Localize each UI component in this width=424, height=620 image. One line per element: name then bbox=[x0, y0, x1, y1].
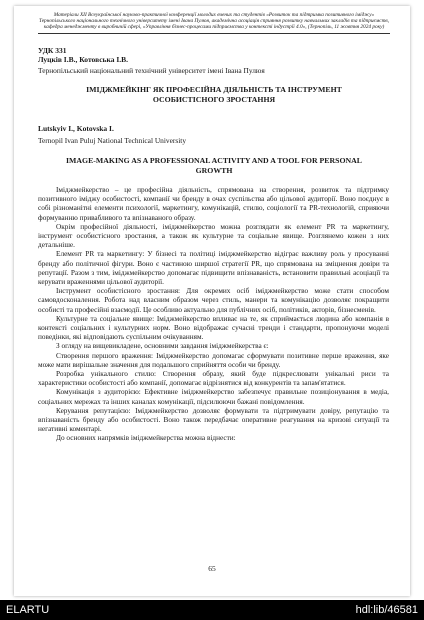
page-number: 65 bbox=[208, 564, 216, 573]
affiliation-en: Ternopil Ivan Puluj National Technical University bbox=[38, 136, 187, 145]
title-en: IMAGE-MAKING AS A PROFESSIONAL ACTIVITY AND A TOOL FOR PERSONAL GROWTH bbox=[66, 156, 362, 175]
repository-footer-bar bbox=[0, 600, 424, 620]
handle-identifier[interactable]: hdl:lib/46581 bbox=[355, 604, 418, 616]
paragraph: Окрім професійної діяльності, іміджмейкерство можна розглядати як елемент PR та маркетингу, інструмент особистісного зростання, а також як культурне та соціальне явище. Розглянемо кожен з них детальніше. bbox=[38, 222, 389, 250]
paragraph: До основних напрямків іміджмейкерства можна віднести: bbox=[56, 434, 236, 443]
paragraph: Розробка унікального стилю: Створення образу, який буде підкреслювати унікальні риси та характеристики особистості або компанії, допомагає відрізнятися від конкурентів та запам'ятатися. bbox=[38, 370, 389, 388]
paragraph: Інструмент особистісного зростання: Для окремих осіб іміджмейкерство може стати способом самовдосконалення. Робота над власним образом через стиль, манери та комунікацію дозволяє покращити особисті та професійні взаємодії. Це особливо актуально для публічних осіб, політиків, акторів, бізнесменів. bbox=[38, 287, 389, 314]
article-body bbox=[38, 186, 389, 444]
udk-code: УДК 331 bbox=[38, 46, 67, 55]
paragraph: Елемент PR та маркетингу: У бізнесі та політиці іміджмейкерство відіграє важливу роль у просуванні бренду або політичної фігури. Воно є частиною ширшої стратегії PR, що спрямована на зміцнення довіри та репутації. Разом з тим, іміджмейкерство допомагає підвищити впізнаваність, встановити правильні асоціації та керувати враженнями цільової аудиторії. bbox=[38, 250, 389, 287]
paragraph: Культурне та соціальне явище: Іміджмейкерство впливає на те, як сприймається людина або компанія в контексті соціальних і культурних норм. Воно відображає сучасні тренди і стандарти, пропонуючи моделі поведінки, які відповідають суспільним очікуванням. bbox=[38, 314, 389, 342]
authors-ua: Луцків І.В., Котовська І.В. bbox=[38, 55, 129, 64]
authors-en: Lutskyiv I., Kotovska I. bbox=[38, 124, 114, 133]
paragraph: Іміджмейкерство – це професійна діяльність, спрямована на створення, розвиток та підтримку позитивного іміджу особистості, компанії чи бренду в очах суспільства або цільової аудиторії. Воно поєднує в собі різноманітні елементи психології, маркетингу, комунікацій, стилю, соціології та PR-технологій, сприяючи формуванню привабливого та впізнаваного образу. bbox=[38, 186, 389, 222]
paragraph: З огляду на вищевикладене, основними завдання іміджмейкерства є: bbox=[56, 342, 269, 351]
title-ua: ІМІДЖМЕЙКІНГ ЯК ПРОФЕСІЙНА ДІЯЛЬНІСТЬ ТА ІНСТРУМЕНТ ОСОБИСТІСНОГО ЗРОСТАННЯ bbox=[86, 85, 342, 104]
affiliation-ua: Тернопільський національний технічний університет імені Івана Пулюя bbox=[38, 66, 265, 75]
paragraph: Керування репутацією: Іміджмейкерство дозволяє формувати та підтримувати довіру, репутацію та впізнаваність бренду або особистості. Воно також передбачає оперативне реагування на кризові ситуації та негативні коментарі. bbox=[38, 406, 389, 434]
paragraph: Створення першого враження: Іміджмейкерство допомагає сформувати позитивне перше враження, яке може мати вирішальне значення для подальшого сприйняття особи чи бренду. bbox=[38, 351, 389, 369]
paragraph: Комунікація з аудиторією: Ефективне іміджмейкерство забезпечує правильне позиціонування в медіа, соціальних мережах та інших каналах комунікації, підсилюючи бажані повідомлення. bbox=[38, 388, 389, 406]
conference-header: Матеріали XII Всеукраїнської науково-практичної конференції молодих вчених та студентів «Розвиток та підтримка позитивного іміджу» Тернопільського національного технічного університету імені Івана Пулюя, академічна асоціація сприяння розвитку навчальних закладів та підприємств, кафедра менеджменту в виробничій сфері, «Управління бізнес-процесами підприємства у контексті індустрії 4.0», (Тернопіль, 11 жовтня 2024 року) bbox=[38, 12, 390, 34]
document-page bbox=[14, 6, 410, 596]
repository-name[interactable]: ELARTU bbox=[6, 604, 50, 616]
